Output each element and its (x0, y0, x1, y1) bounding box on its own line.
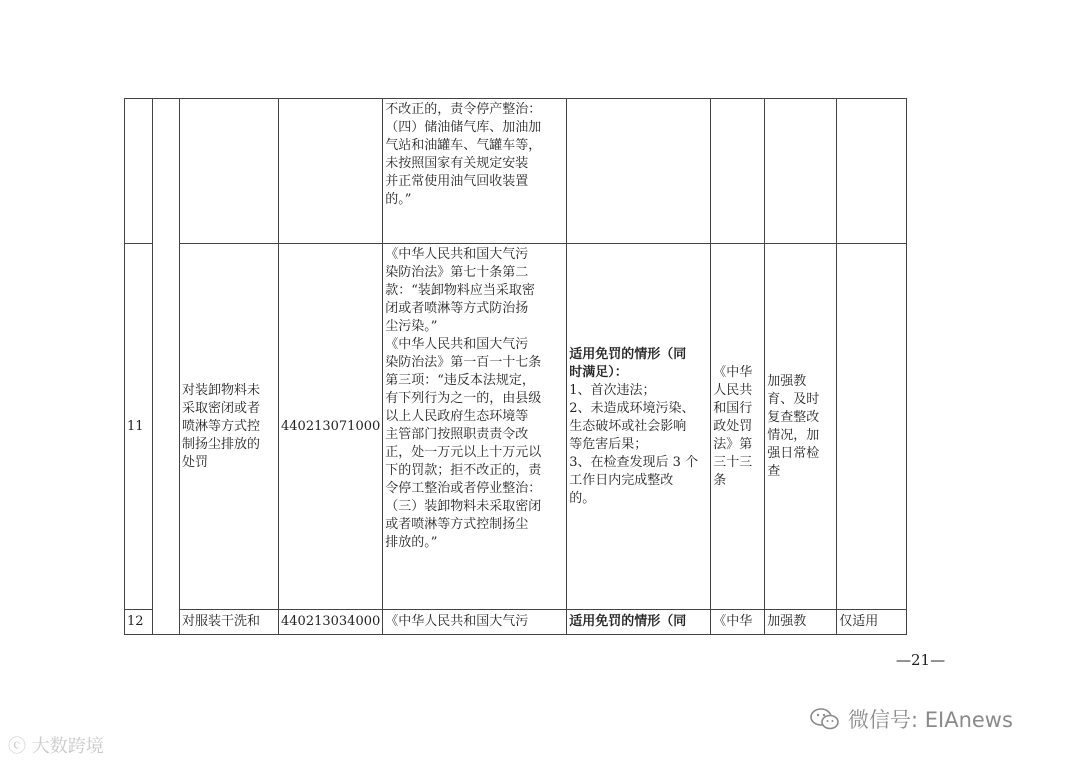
law-line: 三十三 (713, 454, 753, 470)
condition-line: 等危害后果； (569, 436, 648, 452)
wechat-icon (810, 707, 840, 731)
basis-line: 有下列行为之一的，由县级 (385, 391, 542, 406)
basis-cell (383, 99, 567, 244)
basis-line: 闭或者喷淋等方式防治扬 (385, 301, 529, 316)
basis-line: （三）装卸物料未采取密闭 (385, 499, 542, 514)
table-row (125, 244, 907, 610)
item-line: 采取密闭或者 (182, 400, 261, 416)
basis-line: 下的罚款；拒不改正的，责 (385, 463, 542, 478)
basis-line: 排放的。” (385, 535, 438, 550)
law-cell (711, 610, 765, 635)
row-number-cell: 12 (125, 610, 153, 635)
measure-line: 强日常检 (767, 445, 820, 461)
code-cell: 440213071000 (279, 244, 383, 610)
basis-line: 《中华人民共和国大气污 (385, 337, 529, 352)
basis-line: 第三项：“违反本法规定， (385, 373, 535, 388)
law-line: 《中华 (713, 614, 753, 629)
code-cell: 440213034000 (279, 610, 383, 635)
measure-line: 育、及时 (767, 391, 820, 407)
basis-line: 以上人民政府生态环境等 (385, 409, 529, 424)
measure-line: 查 (767, 463, 781, 479)
page-number: —21— (896, 651, 946, 669)
law-cell (711, 244, 765, 610)
law-line: 人民共 (713, 382, 753, 398)
measure-cell (765, 99, 837, 244)
condition-title: 时满足）： (569, 364, 628, 380)
law-line: 条 (713, 472, 727, 488)
condition-line: 工作日内完成整改 (569, 472, 674, 488)
item-cell (180, 610, 279, 635)
row-number-cell (125, 99, 153, 244)
table-row (125, 610, 907, 635)
measure-line: 情况，加 (767, 427, 820, 443)
condition-cell (567, 244, 711, 610)
condition-cell (567, 99, 711, 244)
measure-cell (765, 610, 837, 635)
measure-cell (765, 244, 837, 610)
code-cell (279, 99, 383, 244)
watermark-right (810, 704, 1013, 734)
measure-line: 加强教 (767, 373, 807, 389)
basis-line: 正，处一万元以上十万元以 (385, 445, 542, 460)
basis-line: 不改正的，责令停产整治： (385, 102, 542, 117)
law-line: 和国行 (713, 400, 753, 416)
brand-logo-icon: ⓒ (8, 736, 26, 757)
basis-line: 或者喷淋等方式控制扬尘 (385, 517, 529, 532)
measure-line: 加强教 (767, 614, 807, 629)
note-cell (837, 244, 907, 610)
basis-line: 的。” (385, 192, 412, 207)
watermark-right-text: 微信号: EIAnews (848, 708, 1013, 732)
basis-line: 《中华人民共和国大气污 (385, 247, 529, 262)
basis-line: 染防治法》第一百一十七条 (385, 355, 542, 370)
watermark-left-text: 大数跨境 (31, 736, 104, 757)
basis-line: 主管部门按照职责责令改 (385, 427, 529, 442)
row-number-cell: 11 (125, 244, 153, 610)
item-line: 处罚 (182, 454, 209, 470)
item-line: 对服装干洗和 (182, 614, 261, 629)
basis-cell (383, 244, 567, 610)
basis-line: 《中华人民共和国大气污 (385, 614, 529, 629)
note-line: 仅适用 (839, 614, 879, 629)
condition-line: 3、在检查发现后 3 个 (569, 454, 699, 470)
basis-line: （四）储油储气库、加油加 (385, 120, 542, 135)
basis-cell (383, 610, 567, 635)
note-cell (837, 99, 907, 244)
law-line: 法》第 (713, 436, 753, 452)
item-line: 制扬尘排放的 (182, 436, 261, 452)
measure-line: 复查整改 (767, 409, 820, 425)
law-line: 《中华 (713, 364, 753, 380)
item-cell (180, 99, 279, 244)
note-cell (837, 610, 907, 635)
basis-line: 尘污染。” (385, 319, 438, 334)
condition-line: 2、未造成环境污染、 (569, 400, 695, 416)
basis-line: 染防治法》第七十条第二 (385, 265, 529, 280)
basis-line: 并正常使用油气回收装置 (385, 174, 529, 189)
item-cell (180, 244, 279, 610)
basis-line: 令停工整治或者停业整治： (385, 481, 542, 496)
watermark-left (8, 732, 104, 758)
condition-line: 1、首次违法； (569, 382, 656, 398)
condition-line: 的。 (569, 490, 596, 506)
law-line: 政处罚 (713, 418, 753, 434)
basis-line: 气站和油罐车、气罐车等， (385, 138, 542, 153)
blank-cell (153, 99, 180, 635)
table-row (125, 99, 907, 244)
item-line: 喷淋等方式控 (182, 418, 261, 434)
law-cell (711, 99, 765, 244)
penalty-table (124, 98, 907, 635)
condition-cell (567, 610, 711, 635)
condition-title: 适用免罚的情形（同 (569, 614, 687, 629)
condition-title: 适用免罚的情形（同 (569, 346, 687, 362)
basis-line: 未按照国家有关规定安装 (385, 156, 529, 171)
item-line: 对装卸物料未 (182, 382, 261, 398)
condition-line: 生态破坏或社会影响 (569, 418, 687, 434)
basis-line: 款：“装卸物料应当采取密 (385, 283, 535, 298)
